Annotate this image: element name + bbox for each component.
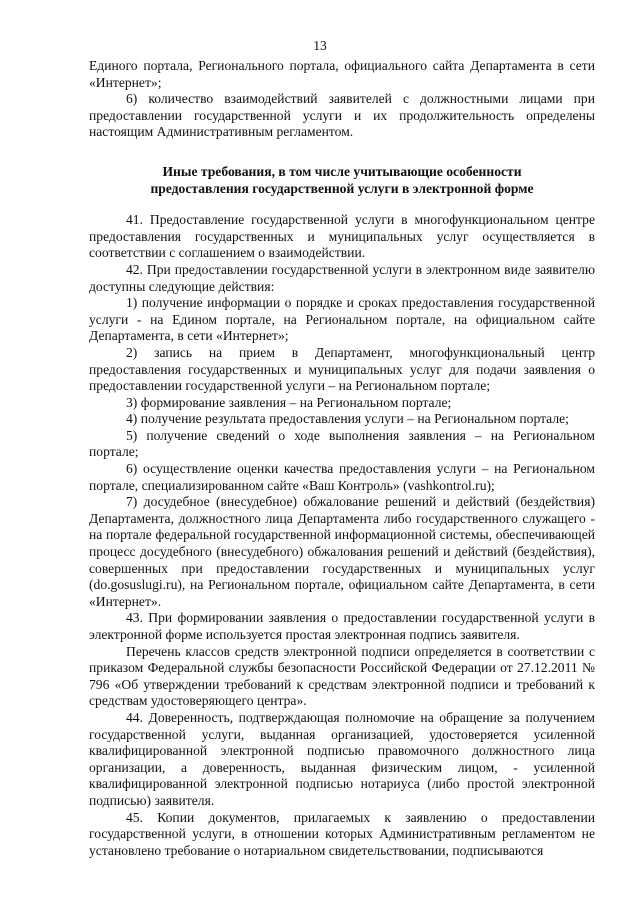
paragraph-45: 45. Копии документов, прилагаемых к заявлению о предоставлении государственной услуги, в отношении которых Административным регламентом не установлено требование о нотариальном свидетельствовании, подписываются: [89, 809, 595, 858]
paragraph-43-signature-classes: Перечень классов средств электронной подписи определяется в соответствии с приказом Федеральной службы безопасности Российской Федерации от 27.12.2011 № 796 «Об утверждении требований к средствам электронной подписи и требований к средствам удостоверяющего центра».: [89, 643, 595, 709]
paragraph-42-item-5: 5) получение сведений о ходе выполнения заявления – на Региональном портале;: [89, 427, 595, 460]
paragraph-41: 41. Предоставление государственной услуги в многофункциональном центре предоставления государственных и муниципальных услуг осуществляется в соответствии с соглашением о взаимодействии.: [89, 212, 595, 261]
paragraph-item-6-interactions: 6) количество взаимодействий заявителей с должностными лицами при предоставлении государственной услуги и их продолжительность определены настоящим Административным регламентом.: [89, 91, 595, 140]
page-content: [89, 58, 595, 859]
paragraph-42: 42. При предоставлении государственной услуги в электронном виде заявителю доступны следующие действия:: [89, 261, 595, 294]
section-heading: [89, 164, 595, 197]
paragraph-42-item-1: 1) получение информации о порядке и сроках предоставления государственной услуги - на Едином портале, на Региональном портале, на официальном сайте Департамента, в сети «Интернет»;: [89, 295, 595, 344]
paragraph-43: 43. При формировании заявления о предоставлении государственной услуги в электронной форме используется простая электронная подпись заявителя.: [89, 610, 595, 642]
paragraph-42-item-6: 6) осуществление оценки качества предоставления услуги – на Региональном портале, специализированном сайте «Ваш Контроль» (vashkontrol.ru);: [89, 461, 595, 493]
section-heading-line-1: Иные требования, в том числе учитывающие особенности: [162, 163, 522, 179]
paragraph-42-item-4: 4) получение результата предоставления услуги – на Региональном портале;: [126, 411, 569, 427]
page-number: 13: [313, 38, 327, 53]
paragraph-intro-continuation: Единого портала, Регионального портала, официального сайта Департамента в сети «Интернет»;: [89, 58, 595, 90]
section-heading-line-2: предоставления государственной услуги в электронной форме: [150, 180, 534, 196]
paragraph-42-item-7: 7) досудебное (внесудебное) обжалование решений и действий (бездействия) Департамента, должностного лица Департамента либо государственного служащего - на портале федеральной государственной информационной системы, обеспечивающей процесс досудебного (внесудебного) обжалования решений и действий (бездействия), совершенных при предоставлении государственных и муниципальных услуг (do.gosuslugi.ru), на Региональном портале, официальном сайте Департамента, в сети «Интернет».: [89, 494, 595, 609]
paragraph-44: 44. Доверенность, подтверждающая полномочие на обращение за получением государственной услуги, выданная организацией, удостоверяется усиленной квалифицированной электронной подписью правомочного должностного лица организации, а доверенность, выданная физическим лицом, - усиленной квалифицированной электронной подписью нотариуса (либо простой электронной подписью) заявителя.: [89, 709, 595, 808]
paragraph-42-item-3: 3) формирование заявления – на Региональном портале;: [126, 394, 452, 410]
paragraph-42-item-2: 2) запись на прием в Департамент, многофункциональный центр предоставления государственных и муниципальных услуг для подачи заявления о предоставлении государственной услуги – на Региональном портале;: [89, 344, 595, 394]
